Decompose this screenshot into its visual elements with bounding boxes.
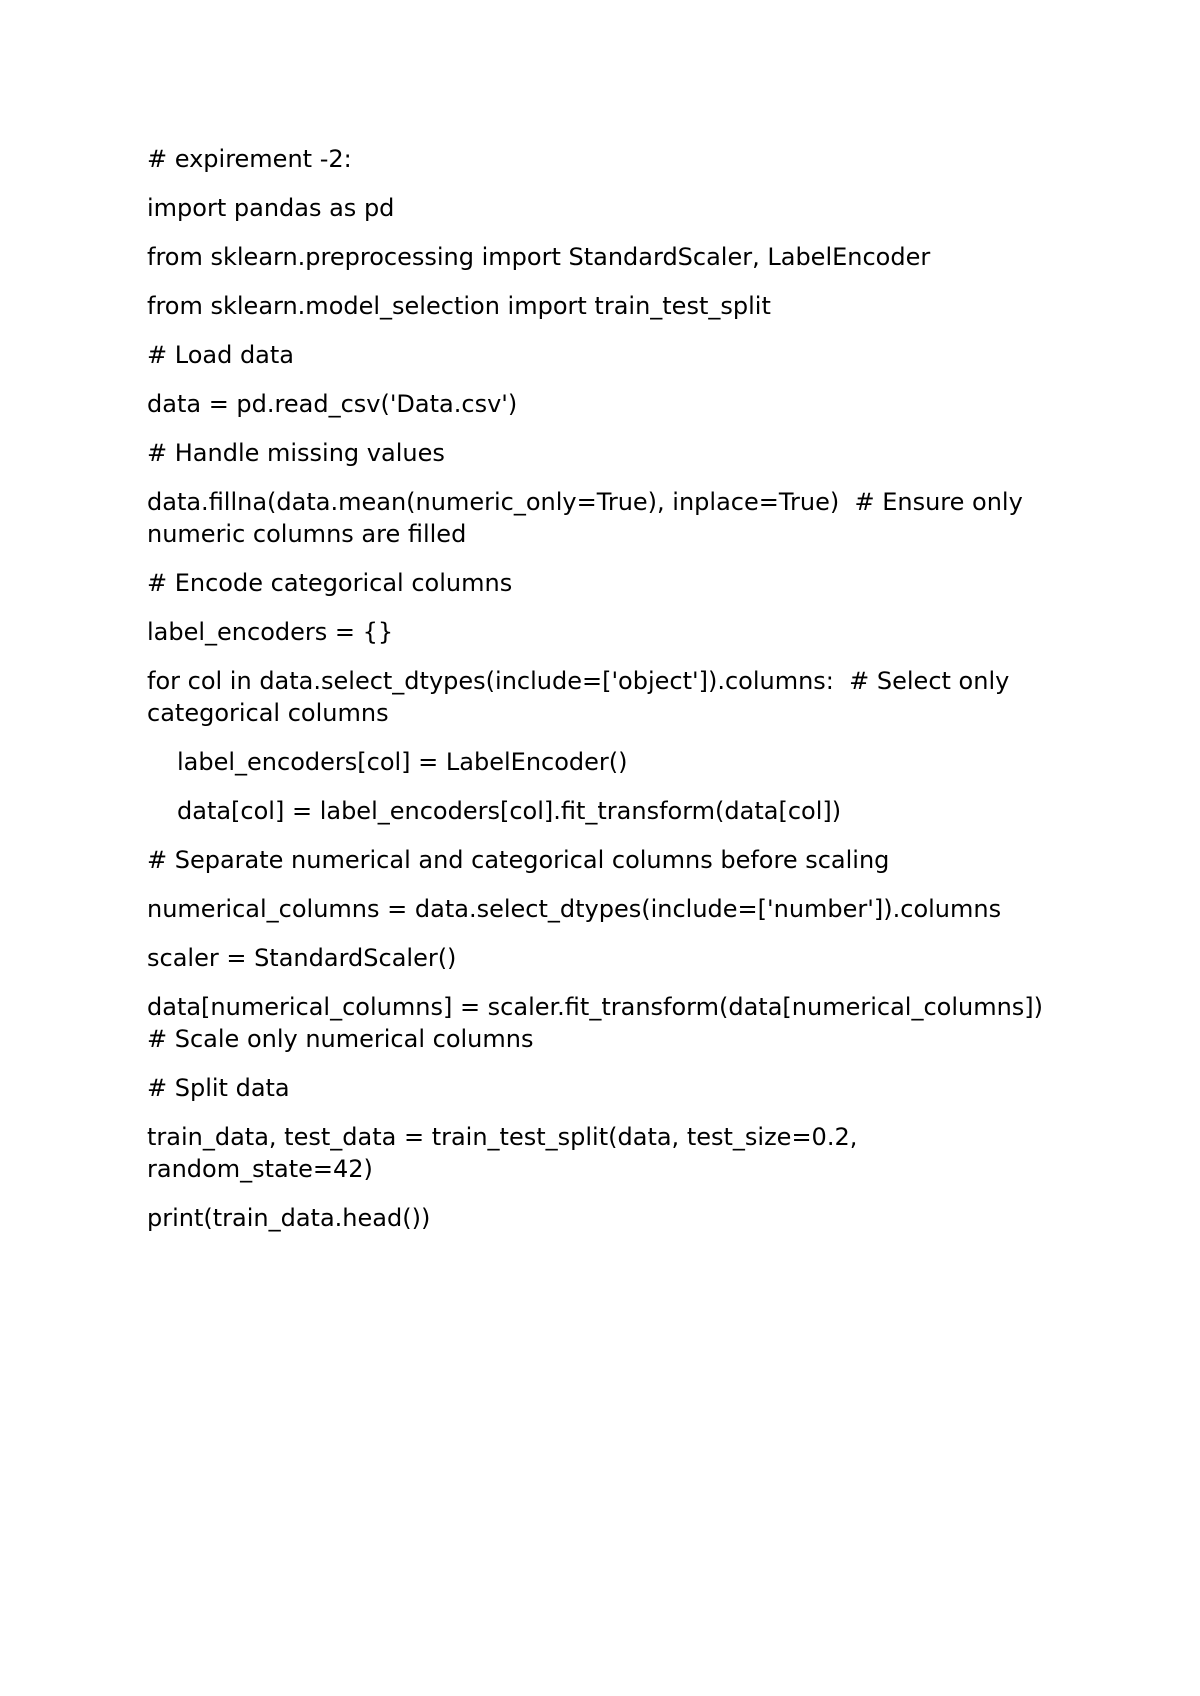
code-line: from sklearn.model_selection import train_test_split — [147, 292, 771, 320]
code-line-indented: label_encoders[col] = LabelEncoder() — [177, 748, 628, 776]
code-line: import pandas as pd — [147, 194, 395, 222]
document-body — [147, 143, 1067, 1251]
code-line: label_encoders = {} — [147, 618, 394, 646]
code-line: data[numerical_columns] = scaler.fit_transform(data[numerical_columns]) # Scale only numerical columns — [147, 993, 1059, 1053]
comment-line: # Split data — [147, 1074, 290, 1102]
comment-line: # Separate numerical and categorical columns before scaling — [147, 846, 890, 874]
code-line: data.fillna(data.mean(numeric_only=True), inplace=True) # Ensure only numeric columns are filled — [147, 488, 1031, 548]
code-line: print(train_data.head()) — [147, 1204, 431, 1232]
code-line: for col in data.select_dtypes(include=['object']).columns: # Select only categorical columns — [147, 667, 1017, 727]
comment-line: # Encode categorical columns — [147, 569, 513, 597]
code-line: data = pd.read_csv('Data.csv') — [147, 390, 518, 418]
code-line: train_data, test_data = train_test_split(data, test_size=0.2, random_state=42) — [147, 1123, 865, 1183]
comment-line: # Load data — [147, 341, 294, 369]
code-line-indented: data[col] = label_encoders[col].fit_transform(data[col]) — [177, 797, 842, 825]
code-line: numerical_columns = data.select_dtypes(include=['number']).columns — [147, 895, 1002, 923]
comment-line: # Handle missing values — [147, 439, 445, 467]
code-line: from sklearn.preprocessing import StandardScaler, LabelEncoder — [147, 243, 931, 271]
code-line: scaler = StandardScaler() — [147, 944, 457, 972]
comment-line: # expirement -2: — [147, 145, 352, 173]
